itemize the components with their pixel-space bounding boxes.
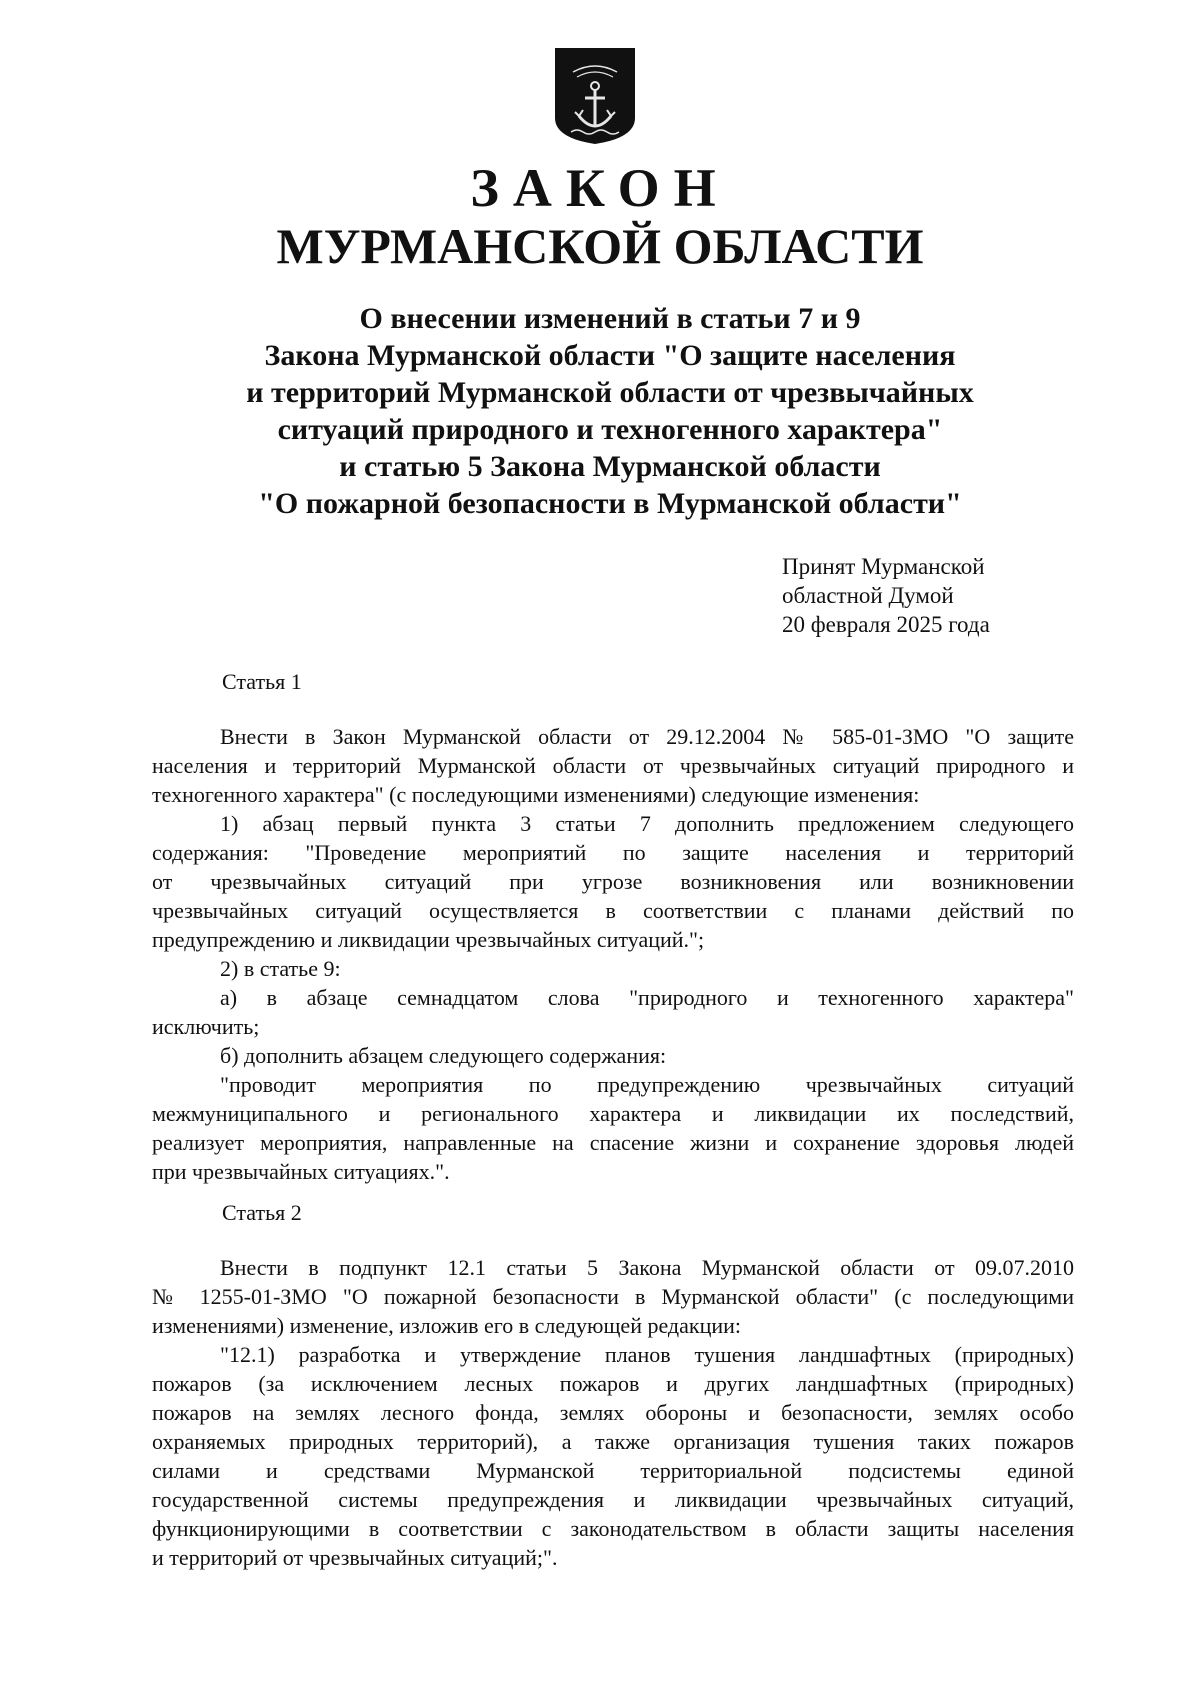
law-region: МУРМАНСКОЙ ОБЛАСТИ [276,218,924,274]
law-title: ЗАКОН [470,158,730,218]
article-2-label: Статья 2 [222,1200,302,1225]
adoption-line: областной Думой [782,583,954,608]
text-line: изменениями) изменение, изложив его в следующей редакции: [152,1313,742,1338]
text-line: при чрезвычайных ситуациях.". [152,1159,450,1184]
law-heading [150,300,1070,522]
text-line: № 1255-01-ЗМО "О пожарной безопасности в Мурманской области" (с последующими [152,1284,1074,1309]
text-line: содержания: "Проведение мероприятий по защите населения и территорий [152,840,1074,865]
text-line: предупреждению и ликвидации чрезвычайных ситуаций."; [152,927,705,952]
coat-of-arms-icon [553,46,637,146]
text-line: охраняемых природных территорий), а также организация тушения таких пожаров [152,1429,1074,1454]
heading-line: и территорий Мурманской области от чрезвычайных [246,376,974,409]
heading-line: Закона Мурманской области "О защите населения [264,339,956,372]
heading-line: и статью 5 Закона Мурманской области [339,450,881,483]
adoption-line: 20 февраля 2025 года [782,612,990,637]
text-line: Внести в Закон Мурманской области от 29.12.2004 № 585-01-ЗМО "О защите [220,724,1074,749]
text-line: техногенного характера" (с последующими изменениями) следующие изменения: [152,782,920,807]
text-line: силами и средствами Мурманской территориальной подсистемы единой [152,1458,1074,1483]
adoption-note [782,552,990,639]
text-line: пожаров (за исключением лесных пожаров и других ландшафтных (природных) [152,1371,1074,1396]
text-line: а) в абзаце семнадцатом слова "природного и техногенного характера" [220,985,1074,1010]
article-2-body [152,1253,1074,1572]
article-1-body [152,722,1074,1186]
heading-line: ситуаций природного и техногенного характера" [277,413,943,446]
text-line: населения и территорий Мурманской области от чрезвычайных ситуаций природного и [152,753,1074,778]
text-line: пожаров на землях лесного фонда, землях обороны и безопасности, землях особо [152,1400,1074,1425]
heading-line: О внесении изменений в статьи 7 и 9 [359,302,861,335]
text-line: б) дополнить абзацем следующего содержания: [220,1043,667,1068]
heading-line: "О пожарной безопасности в Мурманской области" [258,487,962,520]
text-line: 2) в статье 9: [220,956,341,981]
text-line: Внести в подпункт 12.1 статьи 5 Закона Мурманской области от 09.07.2010 [220,1255,1074,1280]
text-line: и территорий от чрезвычайных ситуаций;". [152,1545,558,1570]
text-line: исключить; [152,1014,260,1039]
text-line: от чрезвычайных ситуаций при угрозе возникновения или возникновении [152,869,1074,894]
adoption-line: Принят Мурманской [782,554,985,579]
text-line: функционирующими в соответствии с законодательством в области защиты населения [152,1516,1074,1541]
text-line: 1) абзац первый пункта 3 статьи 7 дополнить предложением следующего [220,811,1074,836]
article-1-label: Статья 1 [222,669,302,694]
text-line: межмуниципального и регионального характера и ликвидации их последствий, [152,1101,1074,1126]
text-line: реализует мероприятия, направленные на спасение жизни и сохранение здоровья людей [152,1130,1074,1155]
text-line: "12.1) разработка и утверждение планов тушения ландшафтных (природных) [220,1342,1074,1367]
text-line: чрезвычайных ситуаций осуществляется в соответствии с планами действий по [152,898,1074,923]
text-line: государственной системы предупреждения и ликвидации чрезвычайных ситуаций, [152,1487,1074,1512]
text-line: "проводит мероприятия по предупреждению чрезвычайных ситуаций [220,1072,1074,1097]
